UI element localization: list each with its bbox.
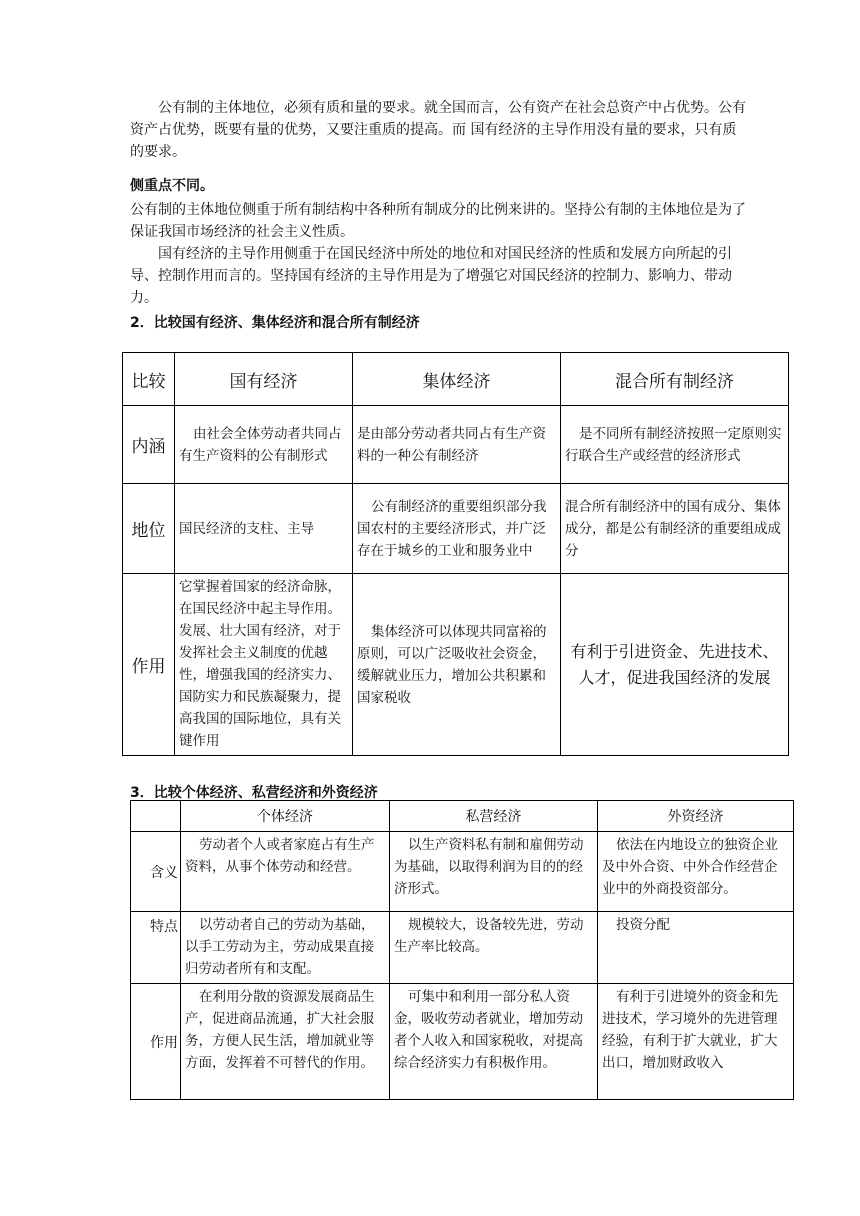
comparison-table-public-economy <box>122 352 789 756</box>
table-header-row <box>123 353 789 406</box>
table-header-row <box>131 801 794 832</box>
row-label: 作用 <box>131 984 181 1100</box>
section-2-title: 2．比较国有经济、集体经济和混合所有制经济 <box>130 315 420 331</box>
table-cell: 公有制经济的重要组织部分我国农村的主要经济形式，并广泛存在于城乡的工业和服务业中 <box>353 484 561 574</box>
table-cell: 国民经济的支柱、主导 <box>175 484 353 574</box>
table-cell: 投资分配 <box>598 912 794 984</box>
intro-paragraph-3: 国有经济的主导作用侧重于在国民经济中所处的地位和对国民经济的性质和发展方向所起的引导、控制作用而言的。坚持国有经济的主导作用是为了增强它对国民经济的控制力、影响力、带动力。 <box>130 246 732 306</box>
header-cell: 私营经济 <box>390 801 598 832</box>
table-row <box>123 574 789 756</box>
table-cell: 以劳动者自己的劳动为基础，以手工劳动为主，劳动成果直接归劳动者所有和支配。 <box>181 912 390 984</box>
table-cell: 依法在内地设立的独资企业及中外合资、中外合作经营企业中的外商投资部分。 <box>598 832 794 912</box>
header-cell: 集体经济 <box>353 353 561 406</box>
table-row <box>131 912 794 984</box>
emphasis-heading: 侧重点不同。 <box>130 178 214 194</box>
table-cell: 是由部分劳动者共同占有生产资料的一种公有制经济 <box>353 406 561 484</box>
comparison-table-nonpublic-economy <box>130 800 794 1100</box>
header-cell: 个体经济 <box>181 801 390 832</box>
header-cell: 混合所有制经济 <box>561 353 789 406</box>
header-cell: 国有经济 <box>175 353 353 406</box>
header-cell: 外资经济 <box>598 801 794 832</box>
table-cell: 由社会全体劳动者共同占有生产资料的公有制形式 <box>175 406 353 484</box>
header-cell: 比较 <box>123 353 175 406</box>
table-cell: 在利用分散的资源发展商品生产，促进商品流通，扩大社会服务，方便人民生活，增加就业等方面，发挥着不可替代的作用。 <box>181 984 390 1100</box>
intro-paragraph-2: 公有制的主体地位侧重于所有制结构中各种所有制成分的比例来讲的。坚持公有制的主体地位是为了保证我国市场经济的社会主义性质。 <box>130 202 746 240</box>
table-row <box>131 984 794 1100</box>
table-cell: 劳动者个人或者家庭占有生产资料，从事个体劳动和经营。 <box>181 832 390 912</box>
table-cell: 可集中和利用一部分私人资金，吸收劳动者就业，增加劳动者个人收入和国家税收，对提高综合经济实力有积极作用。 <box>390 984 598 1100</box>
header-cell <box>131 801 181 832</box>
table-row <box>123 484 789 574</box>
table-cell: 以生产资料私有制和雇佣劳动为基础，以取得利润为目的的经济形式。 <box>390 832 598 912</box>
row-label: 内涵 <box>123 406 175 484</box>
section-3-title: 3．比较个体经济、私营经济和外资经济 <box>130 785 378 801</box>
table-cell: 集体经济可以体现共同富裕的原则，可以广泛吸收社会资金，缓解就业压力，增加公共积累和国家税收 <box>353 574 561 756</box>
table-cell: 规模较大，设备较先进，劳动生产率比较高。 <box>390 912 598 984</box>
intro-paragraph-1: 公有制的主体地位，必须有质和量的要求。就全国而言，公有资产在社会总资产中占优势。公有资产占优势，既要有量的优势，又要注重质的提高。而 国有经济的主导作用没有量的要求，只有质的要求。 <box>130 100 746 160</box>
table-row <box>123 406 789 484</box>
row-label: 地位 <box>123 484 175 574</box>
table-cell: 混合所有制经济中的国有成分、集体成分，都是公有制经济的重要组成成分 <box>561 484 789 574</box>
row-label: 含义 <box>131 832 181 912</box>
row-label: 作用 <box>123 574 175 756</box>
table-cell: 有利于引进境外的资金和先进技术，学习境外的先进管理经验，有利于扩大就业，扩大出口，增加财政收入 <box>598 984 794 1100</box>
row-label: 特点 <box>131 912 181 984</box>
table-cell: 它掌握着国家的经济命脉，在国民经济中起主导作用。发展、壮大国有经济，对于发挥社会主义制度的优越性，增强我国的经济实力、国防实力和民族凝聚力，提高我国的国际地位，具有关键作用 <box>175 574 353 756</box>
table-row <box>131 832 794 912</box>
table-cell: 有利于引进资金、先进技术、人才，促进我国经济的发展 <box>561 574 789 756</box>
table-cell: 是不同所有制经济按照一定原则实行联合生产或经营的经济形式 <box>561 406 789 484</box>
